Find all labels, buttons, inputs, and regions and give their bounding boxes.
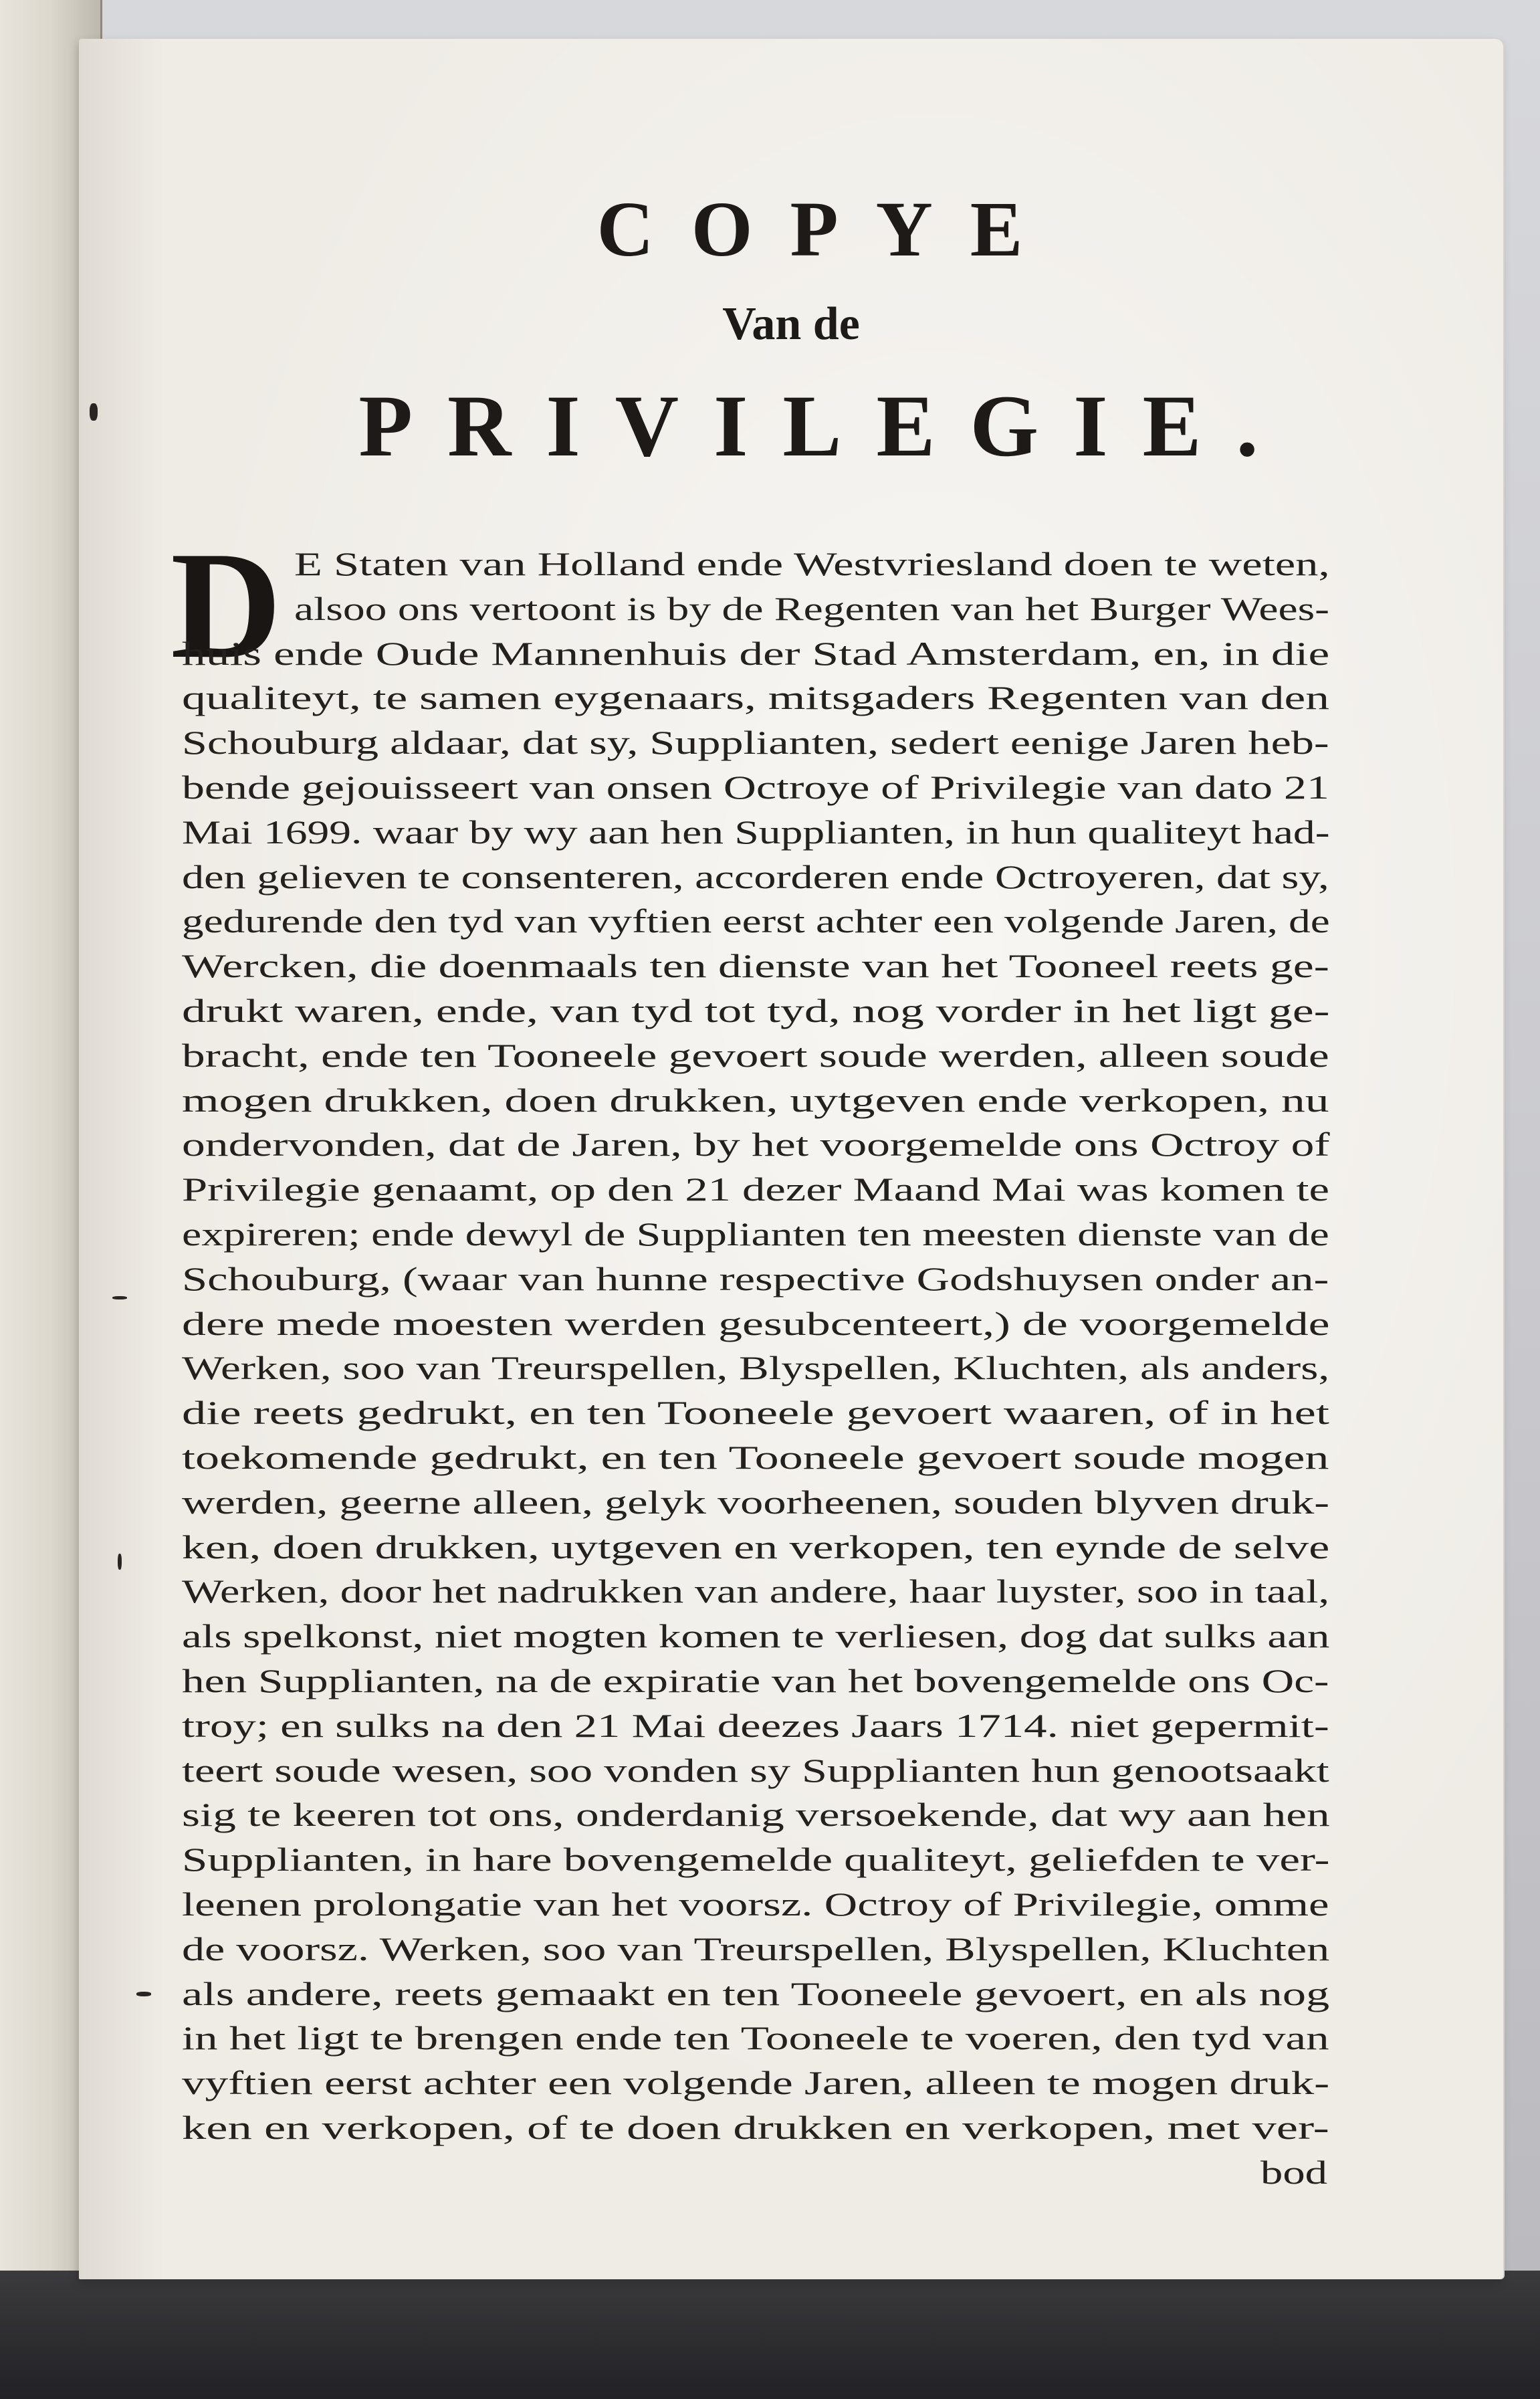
heading-van-de: Van de — [722, 298, 860, 350]
text-line: Mai 1699. waar by wy aan hen Supplianten, in hun qualiteyt had- — [182, 813, 1330, 851]
text-line: sig te keeren tot ons, onderdanig versoekende, dat wy aan hen — [182, 1796, 1330, 1834]
text-line: huis ende Oude Mannenhuis der Stad Amsterdam, en, in die — [182, 634, 1330, 672]
ink-mark — [136, 1992, 151, 1996]
heading-privilegie: PRIVILEGIE. — [358, 377, 1293, 475]
text-line: alsoo ons vertoont is by de Regenten van het Burger Wees- — [294, 589, 1330, 627]
book-cover — [0, 2271, 1540, 2399]
ink-mark — [118, 1554, 122, 1570]
text-line: qualiteyt, te samen eygenaars, mitsgaders Regenten van den — [182, 679, 1329, 717]
ink-mark — [112, 1296, 127, 1299]
text-line: troy; en sulks na den 21 Mai deezes Jaars 1714. niet gepermit- — [182, 1706, 1329, 1744]
drop-cap: D — [171, 520, 282, 690]
text-line: de voorsz. Werken, soo van Treurspellen, Blyspellen, Kluchten — [182, 1929, 1330, 1968]
text-line: teert soude wesen, soo vonden sy Supplianten hun genootsaakt — [182, 1751, 1329, 1789]
text-line: die reets gedrukt, en ten Tooneele gevoert waaren, of in het — [182, 1394, 1329, 1432]
text-line: als andere, reets gemaakt en ten Tooneele gevoert, en als nog — [182, 1974, 1330, 2012]
text-line: als spelkonst, niet mogten komen te verliesen, dog dat sulks aan — [182, 1617, 1330, 1655]
text-line: hen Supplianten, na de expiratie van het bovengemelde ons Oc- — [182, 1662, 1329, 1699]
text-line: in het ligt te brengen ende ten Tooneele te voeren, den tyd van — [182, 2019, 1329, 2057]
text-line: ken, doen drukken, uytgeven en verkopen, ten eynde de selve — [182, 1528, 1330, 1566]
text-line: werden, geerne alleen, gelyk voorheenen, souden blyven druk- — [182, 1483, 1330, 1521]
text-line: ondervonden, dat de Jaren, by het voorgemelde ons Octroy of — [182, 1126, 1330, 1164]
text-line: toekomende gedrukt, en ten Tooneele gevoert soude mogen — [182, 1439, 1329, 1476]
text-line: Schouburg, (waar van hunne respective Godshuysen onder an- — [182, 1259, 1329, 1297]
text-line: E Staten van Holland ende Westvriesland doen te weten, — [294, 545, 1330, 583]
heading-copye: COPYE — [596, 185, 1061, 273]
text-line: bod — [1260, 2153, 1327, 2191]
text-line: dere mede moesten werden gesubcenteert,) de voorgemelde — [182, 1304, 1330, 1342]
text-line: gedurende den tyd van vyftien eerst achter een volgende Jaren, de — [182, 902, 1330, 940]
text-line: vyftien eerst achter een volgende Jaren, alleen te mogen druk- — [182, 2064, 1330, 2102]
text-line: expireren; ende dewyl de Supplianten ten meesten dienste van de — [182, 1215, 1329, 1253]
text-line: leenen prolongatie van het voorsz. Octroy of Privilegie, omme — [182, 1885, 1329, 1923]
text-line: mogen drukken, doen drukken, uytgeven ende verkopen, nu — [182, 1081, 1329, 1119]
text-line: ken en verkopen, of te doen drukken en verkopen, met ver- — [182, 2109, 1329, 2146]
text-line: bende gejouisseert van onsen Octroye of Privilegie van dato 21 — [182, 768, 1329, 806]
text-line: Privilegie genaamt, op den 21 dezer Maand Mai was komen te — [182, 1170, 1330, 1209]
text-line: bracht, ende ten Tooneele gevoert soude werden, alleen soude — [182, 1036, 1329, 1074]
text-line: Schouburg aldaar, dat sy, Supplianten, sedert eenige Jaren heb- — [182, 724, 1329, 762]
text-line: Wercken, die doenmaals ten dienste van het Tooneel reets ge- — [182, 947, 1329, 985]
text-line: den gelieven te consenteren, accorderen ende Octroyeren, dat sy, — [182, 857, 1329, 896]
text-line: drukt waren, ende, van tyd tot tyd, nog vorder in het ligt ge- — [182, 992, 1330, 1029]
text-line: Werken, door het nadrukken van andere, haar luyster, soo in taal, — [182, 1572, 1330, 1610]
text-line: Supplianten, in hare bovengemelde qualiteyt, geliefden te ver- — [182, 1841, 1330, 1879]
text-line: Werken, soo van Treurspellen, Blyspellen, Kluchten, als anders, — [182, 1349, 1330, 1387]
